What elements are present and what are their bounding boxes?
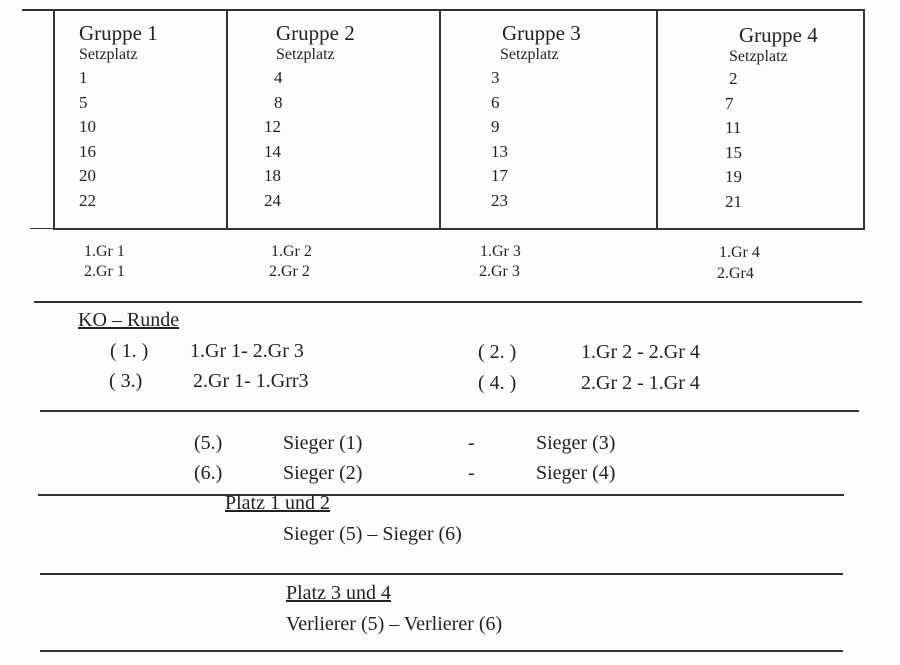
top-rule <box>22 9 55 11</box>
semi-5-number: (5.) <box>194 432 223 454</box>
seed: 23 <box>491 190 508 210</box>
ko-round-title: KO – Runde <box>78 309 180 331</box>
match-4-number: ( 4. ) <box>478 372 517 394</box>
seed: 10 <box>79 117 96 136</box>
semi-6-dash: - <box>468 462 475 484</box>
group-subtitle: Setzplatz <box>79 46 138 63</box>
group-title: Gruppe 2 <box>276 21 355 45</box>
match-1-number: ( 1. ) <box>110 340 149 362</box>
seed: 13 <box>491 141 508 161</box>
group-4-column <box>719 23 818 214</box>
seed: 5 <box>79 92 88 112</box>
group-2-second: 2.Gr 2 <box>269 263 310 280</box>
divider-line <box>40 573 843 575</box>
seed: 24 <box>264 190 281 210</box>
group-1-second: 2.Gr 1 <box>84 263 125 280</box>
group-subtitle: Setzplatz <box>500 46 559 63</box>
match-2: 1.Gr 2 - 2.Gr 4 <box>581 341 700 363</box>
group-title: Gruppe 1 <box>79 21 158 45</box>
seed: 8 <box>274 92 283 112</box>
match-1: 1.Gr 1- 2.Gr 3 <box>190 340 304 362</box>
divider-line <box>38 494 844 496</box>
group-subtitle: Setzplatz <box>729 48 788 65</box>
semi-6-number: (6.) <box>194 462 223 484</box>
seed: 2 <box>729 69 738 88</box>
divider-line <box>34 301 862 303</box>
seed-list <box>725 67 818 214</box>
group-table <box>53 9 865 230</box>
seed-list <box>264 66 355 213</box>
semi-5-home: Sieger (1) <box>283 432 363 454</box>
group-title: Gruppe 3 <box>502 21 581 45</box>
seed: 20 <box>79 166 96 185</box>
seed: 11 <box>725 118 742 137</box>
seed: 3 <box>491 68 500 87</box>
group-1-first: 1.Gr 1 <box>84 243 125 260</box>
semi-5-away: Sieger (3) <box>536 432 616 454</box>
group-subtitle: Setzplatz <box>276 46 335 63</box>
table-bottom-tick <box>30 228 55 229</box>
seed: 1 <box>79 68 88 87</box>
group-2-column <box>264 21 355 213</box>
seed: 9 <box>491 117 500 136</box>
column-divider <box>656 11 658 228</box>
seed: 22 <box>79 190 96 210</box>
seed: 14 <box>264 141 281 161</box>
group-4-first: 1.Gr 4 <box>719 244 760 261</box>
group-title: Gruppe 4 <box>739 23 818 47</box>
final-match: Sieger (5) – Sieger (6) <box>283 523 462 545</box>
seed: 18 <box>264 166 281 185</box>
seed: 15 <box>725 142 742 162</box>
seed: 19 <box>725 167 742 186</box>
third-place-match: Verlierer (5) – Verlierer (6) <box>286 613 503 635</box>
column-divider <box>226 11 228 228</box>
group-3-column <box>483 21 581 213</box>
group-4-second: 2.Gr4 <box>717 265 754 282</box>
match-4: 2.Gr 2 - 1.Gr 4 <box>581 372 700 394</box>
group-2-first: 1.Gr 2 <box>271 243 312 260</box>
seed-list <box>79 66 158 213</box>
seed: 21 <box>725 191 742 211</box>
semi-6-away: Sieger (4) <box>536 462 616 484</box>
seed: 16 <box>79 141 96 161</box>
match-3: 2.Gr 1- 1.Grr3 <box>193 370 309 392</box>
group-1-column <box>79 21 158 213</box>
semi-6-home: Sieger (2) <box>283 462 363 484</box>
semi-5-dash: - <box>468 432 475 454</box>
seed-list <box>491 66 581 213</box>
seed: 12 <box>264 117 281 136</box>
seed: 4 <box>274 68 283 87</box>
column-divider <box>439 11 441 228</box>
divider-line <box>40 410 859 412</box>
third-place-title: Platz 3 und 4 <box>286 582 391 604</box>
final-title: Platz 1 und 2 <box>225 492 330 514</box>
seed: 6 <box>491 92 500 112</box>
seed: 7 <box>725 93 734 113</box>
group-3-second: 2.Gr 3 <box>479 263 520 280</box>
seed: 17 <box>491 166 508 185</box>
divider-line <box>40 650 843 652</box>
match-3-number: ( 3.) <box>109 370 143 392</box>
group-3-first: 1.Gr 3 <box>480 243 521 260</box>
match-2-number: ( 2. ) <box>478 341 517 363</box>
